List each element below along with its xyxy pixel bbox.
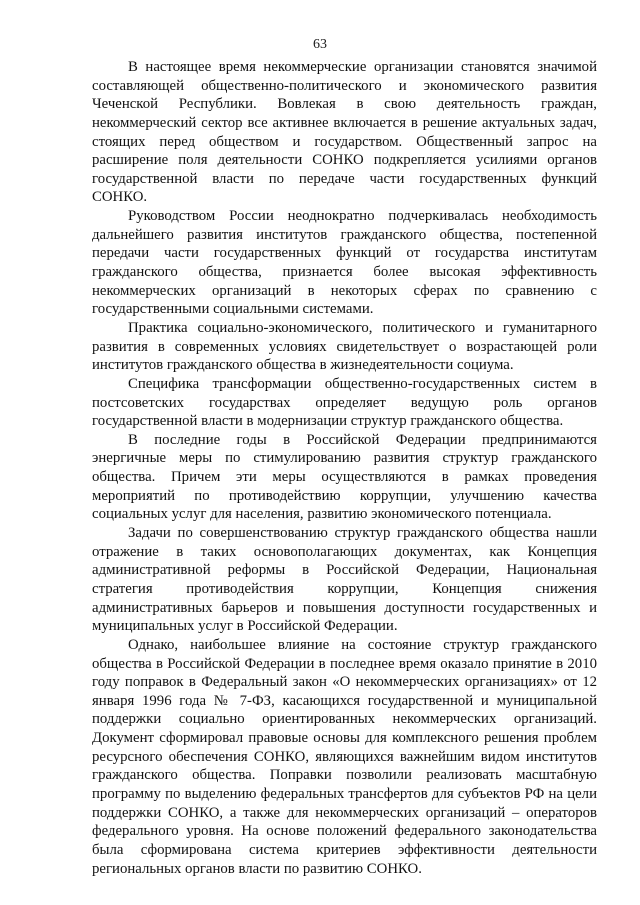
text-line: Документ сформировал правовые основы для комплексного решения проблем: [92, 730, 597, 747]
text-line: отражение в таких основополагающих документах, как Концепция: [92, 543, 597, 560]
text-line: Специфика трансформации общественно-государственных систем в: [128, 375, 597, 392]
text-line: расширение поля деятельности СОНКО подкрепляется усилиями органов: [92, 152, 597, 169]
text-line: Чеченской Республики. Вовлекая в свою деятельность граждан,: [92, 96, 597, 113]
text-line: региональных органов власти по развитию СОНКО.: [92, 860, 422, 877]
text-line: стоящих перед обществом и государством. Общественный запрос на: [92, 133, 597, 150]
text-line: федерального уровня. На основе положений федерального законодательства: [92, 823, 597, 840]
paragraph-7: [92, 636, 597, 878]
text-line: общества в Российской Федерации в последнее время оказало принятие в 2010: [92, 655, 597, 672]
text-line: институтов гражданского общества в жизнедеятельности социума.: [92, 357, 514, 374]
text-line: некоммерческих организаций в некоторых сферах по сравнению с: [92, 282, 597, 299]
page-number: 63: [313, 37, 327, 52]
text-line: Задачи по совершенствованию структур гражданского общества нашли: [128, 525, 597, 542]
paragraph-2: [92, 207, 597, 319]
text-line: поддержки СОНКО, а также для некоммерческих организаций – операторов: [92, 804, 597, 821]
text-line: СОНКО.: [92, 189, 148, 206]
text-line: составляющей общественно-политического и экономического развития: [92, 77, 597, 94]
text-line: передачи части государственных функций от государства институтам: [92, 245, 597, 262]
text-line: была сформирована система критериев эффективности деятельности: [92, 841, 597, 858]
text-line: В настоящее время некоммерческие организации становятся значимой: [128, 59, 597, 75]
text-line: некоммерческий сектор все активнее включается в решение актуальных задач,: [92, 114, 597, 131]
text-line: дальнейшего развития институтов гражданского общества, постепенной: [92, 226, 597, 243]
body-text: [92, 58, 597, 878]
text-line: энергичные меры по стимулированию развития структур гражданского: [92, 450, 597, 467]
text-line: государственной власти в модернизации структур гражданского общества.: [92, 413, 564, 430]
paragraph-4: [92, 375, 597, 431]
text-line: государственной власти по передаче части государственных функций: [92, 170, 597, 187]
text-line: Руководством России неоднократно подчеркивалась необходимость: [128, 208, 597, 225]
text-line: ресурсного обеспечения СОНКО, являющихся важнейшим видом институтов: [92, 748, 597, 765]
text-line: государственными социальными системами.: [92, 301, 374, 318]
text-line: развития в современных условиях свидетельствует о возрастающей роли: [92, 338, 597, 355]
text-line: постсоветских государствах определяет ведущую роль органов: [92, 394, 597, 411]
text-line: программу по выделению федеральных трансфертов для субъектов РФ на цели: [92, 785, 597, 802]
text-line: гражданского общества. Поправки позволили реализовать масштабную: [92, 767, 597, 784]
paragraph-6: [92, 524, 597, 636]
text-line: гражданского общества, признается более высокая эффективность: [92, 264, 597, 281]
text-line: поддержки социально ориентированных некоммерческих организаций.: [92, 711, 597, 728]
text-line: административной реформы в Российской Федерации, Национальная: [92, 562, 597, 579]
text-line: Практика социально-экономического, политического и гуманитарного: [128, 319, 597, 336]
text-line: социальных услуг для населения, развитию экономического потенциала.: [92, 506, 552, 523]
text-line: января 1996 года № 7-ФЗ, касающихся государственной и муниципальной: [92, 692, 597, 709]
text-line: муниципальных услуг в Российской Федерации.: [92, 618, 398, 635]
paragraph-5: [92, 431, 597, 524]
text-line: мероприятий по противодействию коррупции, улучшению качества: [92, 487, 597, 504]
paragraph-1: [92, 58, 597, 207]
text-line: общества. Причем эти меры осуществляются в рамках проведения: [92, 469, 597, 486]
text-line: административных барьеров и повышения доступности государственных и: [92, 599, 597, 616]
text-line: стратегия противодействия коррупции, Концепция снижения: [92, 580, 597, 597]
text-line: Однако, наибольшее влияние на состояние структур гражданского: [128, 636, 597, 653]
text-line: году поправок в Федеральный закон «О некоммерческих организациях» от 12: [92, 674, 597, 691]
text-line: В последние годы в Российской Федерации предпринимаются: [128, 431, 597, 448]
paragraph-3: [92, 319, 597, 375]
